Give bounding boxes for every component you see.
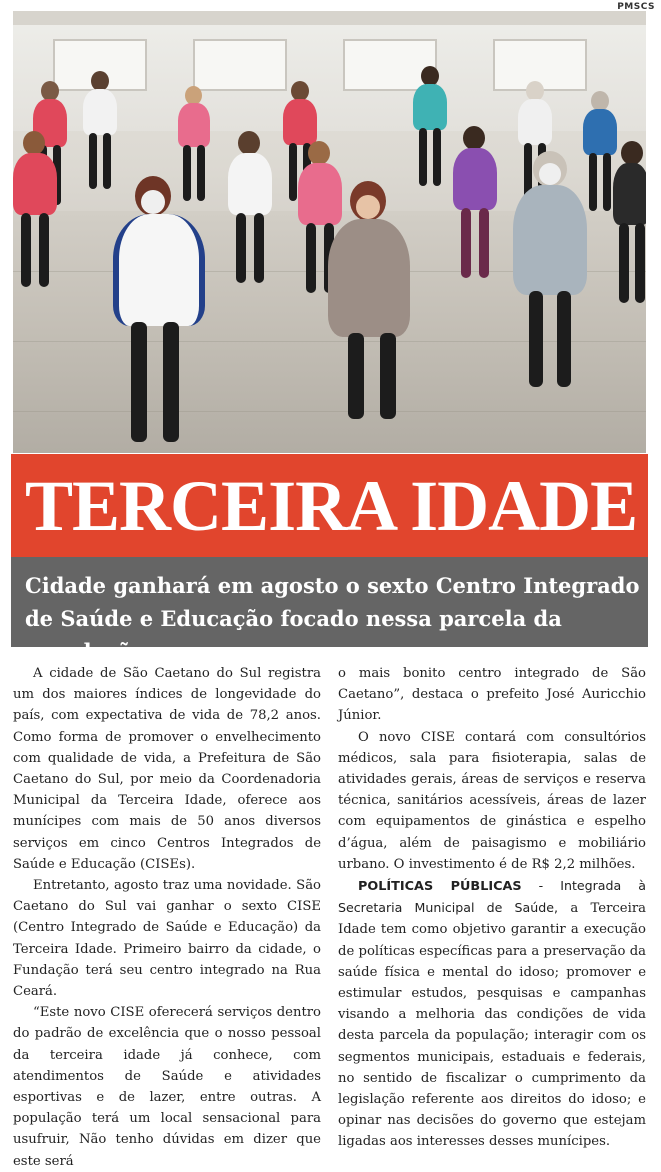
article-paragraph: Entretanto, agosto traz uma novidade. São Caetano do Sul vai ganhar o sexto CISE (Centro Integrado de Saúde e Educação) da Terceira Idade. Primeiro bairro da cidade, o Fundação terá seu centro integrado na Rua Ceará.	[13, 878, 321, 1000]
article-paragraph: A cidade de São Caetano do Sul registra um dos maiores índices de longevidade do país, com expectativa de vida de 78,2 anos. Como forma de promover o envelhecimento com qualidade de vida, a Prefeitura de São Caetano do Sul, por meio da Coordenadoria Municipal da Terceira Idade, oferece aos munícipes com mais de 50 anos diversos serviços em cinco Centros Integrados de Saúde e Educação (CISEs).	[13, 666, 321, 872]
headline-title: TERCEIRA IDADE	[25, 466, 638, 546]
photo-floor-line	[13, 411, 646, 412]
article-paragraph: O novo CISE contará com consultórios médicos, sala para fisioterapia, salas de atividades gerais, áreas de serviços e reserva técnica, sanitários acessíveis, áreas de lazer com equipamentos de ginástica e espelho d’água, além de paisagismo e mobiliário urbano. O investimento é de R$ 2,2 milhões.	[338, 729, 646, 872]
photo-floor-line	[13, 341, 646, 342]
article-paragraph-policies	[338, 875, 646, 1153]
photo-credit: PMSCS	[617, 2, 655, 12]
article-paragraph-quote-continued: o mais bonito centro integrado de São Caetano”, destaca o prefeito José Auricchio Júnior.	[338, 666, 646, 724]
article-paragraph-quote: “Este novo CISE oferecerá serviços dentro do padrão de excelência que o nosso pessoal da terceira idade já conhece, com atendimentos de Saúde e atividades esportivas e de lazer, entre outras. A população terá um local sensacional para usufruir, Não tenho dúvidas em dizer que este será	[13, 1005, 321, 1169]
subheadline-text: Cidade ganhará em agosto o sexto Centro Integrado de Saúde e Educação focado nessa parcela da população	[25, 573, 640, 664]
headline-bar	[11, 454, 648, 557]
policies-body: a Terceira Idade tem como objetivo garantir a execução de políticas específicas para a preservação da saúde física e mental do idoso; promover e estimular estudos, pesquisas e campanhas visando a melhoria das condições de vida desta parcela da população; interagir com os segmentos municipais, estaduais e federais, no sentido de fiscalizar o cumprimento da legislação referente aos direitos do idoso; e opinar nas decisões do governo que estejam ligadas aos interesses desses munícipes.	[338, 901, 646, 1150]
photo-window	[193, 39, 287, 91]
policies-lead: Integrada à Secretaria Municipal de Saúde,	[338, 878, 646, 916]
article-photo	[13, 11, 646, 453]
article-column-right	[338, 663, 646, 1153]
photo-ceiling-beam	[13, 11, 646, 25]
subheadline-bar	[11, 557, 648, 664]
article-column-left	[13, 663, 321, 1172]
kicker-separator: -	[521, 878, 561, 894]
section-kicker: POLÍTICAS PÚBLICAS	[358, 879, 522, 895]
